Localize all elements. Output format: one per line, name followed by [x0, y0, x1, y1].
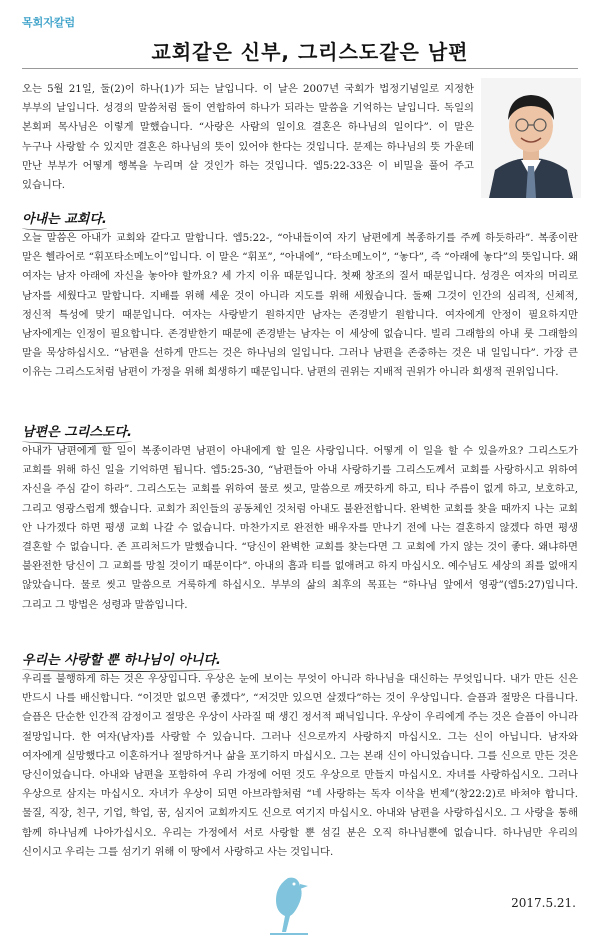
section-wife: [22, 208, 578, 383]
section-body: 오늘 말씀은 아내가 교회와 같다고 말합니다. 엡5:22-, “아내들이여 자기 남편에게 복종하기를 주께 하듯하라”. 복종이란 말은 헬라어로 “휘포타소메노이”입니다. 이 말은 “휘포”, “아내에”, “타소메노이”, “놓다”, 즉 “아래에 놓다”의 뜻입니다. 왜 여자는 남자 아래에 자신을 놓아야 할까요? 세 가지 이유 때문입니다. 첫째 창조의 질서 때문입니다. 성경은 여자의 머리로 남자를 세웠다고 말합니다. 지배를 위해 세운 것이 아니라 지도를 위해 세웠습니다. 둘째 그것이 인간의 심리적, 신체적, 정신적 특성에 맞기 때문입니다. 여자는 사랑받기 원하지만 남자는 존경받기 원합니다. 여자에게 안정이 필요하지만 남자에게는 인정이 필요합니다. 존경받한기 때문에 존경받는 남자는 이 세상에 없습니다. 빌리 그래함의 아내 룻 그래함의 말을 묵상하십시오. “남편을 선하게 만드는 것은 하나님의 일입니다. 그러나 남편을 존중하는 것은 내 일입니다”. 가장 큰 이유는 그리스도처럼 남편이 가정을 위해 희생하기 때문입니다. 남편의 권위는 지배적 권위가 아니라 희생적 권위입니다.: [22, 232, 578, 379]
section-heading-text: 남편은 그리스도다.: [22, 425, 132, 440]
section-heading-text: 아내는 교회다.: [22, 212, 107, 227]
section-heading-text: 우리는 사랑할 뿐 하나님이 아니다.: [22, 653, 221, 668]
bird-icon: [264, 872, 314, 938]
section-heading: [22, 421, 132, 440]
publish-date: 2017.5.21.: [511, 896, 576, 910]
heading-underline: [22, 438, 132, 444]
heading-underline: [22, 666, 221, 672]
section-heading: [22, 649, 221, 668]
section-idolatry: [22, 649, 578, 862]
section-body: 우리를 불행하게 하는 것은 우상입니다. 우상은 눈에 보이는 무엇이 아니라 하나님을 대신하는 무엇입니다. 내가 만든 신은 반드시 나를 배신합니다. “이것만 없으면 좋겠다”, “저것만 있으면 살겠다”하는 것이 우상입니다. 슬픔과 절망은 다릅니다. 슬픔은 단순한 인간적 감정이고 절망은 우상이 사라질 때 생긴 정서적 패닉입니다. 우상이 우리에게 주는 것은 슬픔이 아니라 절망입니다. 한 여자(남자)를 사랑할 수 있습니다. 그러나 신으로까지 사랑하지 마십시오. 그는 신이 아닙니다. 남자와 여자에게 실망했다고 이혼하거나 절망하거나 삶을 포기하지 마십시오. 그는 본래 신이 아니었습니다. 그를 신으로 만든 것은 당신이었습니다. 아내와 남편을 포함하여 우리 가정에 어떤 것도 우상으로 만들지 마십시오. 자녀를 사랑하십시오. 그러나 우상으로 삼지는 마십시오. 자녀가 우상이 되면 아브라함처럼 “네 사랑하는 독자 이삭을 번제”(창22:2)로 바쳐야 합니다. 물질, 직장, 친구, 기업, 학업, 꿈, 심지어 교회까지도 신으로 여기지 마십시오. 아내와 남편을 사랑하십시오. 그 사랑을 통해 함께 하나님께 나아가십시오. 우리는 가정에서 서로 사랑할 뿐 섬길 분은 오직 하나님뿐에 없습니다. 하나님만 우리의 신이시고 우리는 그를 섬기기 위해 이 땅에서 사랑하고 사는 것입니다.: [22, 673, 578, 858]
heading-underline: [22, 225, 107, 231]
column-tag: 목회자칼럼: [22, 16, 76, 29]
title-divider: [22, 68, 578, 69]
pastor-photo: [481, 78, 581, 198]
intro-text: 오는 5월 21일, 둘(2)이 하나(1)가 되는 날입니다. 이 날은 2007년 국회가 법정기념일로 지정한 부부의 날입니다. 성경의 말씀처럼 둘이 연합하여 하나가 되라는 말씀을 기억하는 날입니다. 독일의 본회퍼 목사님은 이렇게 말했습니다. “사랑은 사람의 일이요 결혼은 하나님의 일이다”. 이 말은 누구나 사랑할 수 있지만 결혼은 하나님의 뜻이 있어야 한다는 것입니다. 문제는 하나님의 뜻 가운데 만난 부부가 어떻게 행복을 누리며 살 것인가 하는 것입니다. 엡5:22-33은 이 비밀을 풀어 주고 있습니다.: [22, 83, 474, 192]
intro-paragraph: [22, 80, 474, 195]
section-heading: [22, 208, 107, 227]
page-title: 교회같은 신부, 그리스도같은 남편: [151, 40, 469, 64]
section-body: 아내가 남편에게 할 일이 복종이라면 남편이 아내에게 할 일은 사랑입니다. 어떻게 이 일을 할 수 있을까요? 그리스도가 교회를 위해 하신 일을 기억하면 됩니다. 엡5:25-30, “남편들아 아내 사랑하기를 그리스도께서 교회를 사랑하시고 위하여 자신을 주심 같이 하라”. 그리스도는 교회를 위하여 물로 씻고, 말씀으로 깨끗하게 하고, 티나 주름이 없게 하고, 보호하고, 그리고 영광스럽게 했습니다. 교회가 죄인들의 공동체인 것처럼 아내도 불완전합니다. 완벽한 교회를 찾을 때까지 나는 교회 안 나가겠다 하면 평생 교회 나갈 수 없습니다. 마찬가지로 완전한 배우자를 만나기 전에 나는 결혼하지 않겠다 하면 평생 결혼할 수 없습니다. 존 프리처드가 말했습니다. “당신이 완벽한 교회를 찾는다면 그 교회에 가지 않는 것이 좋다. 왜냐하면 불완전한 당신이 그 교회를 망칠 것이기 때문이다”. 아내의 흠과 티를 없애려고 하지 마십시오. 예수님도 세상의 죄를 없애지 않았습니다. 물로 씻고 말씀으로 거룩하게 하십시오. 부부의 삶의 최후의 목표는 “하나님 앞에서 영광”(엡5:27)입니다. 그리고 그 방법은 성령과 말씀입니다.: [22, 445, 578, 611]
section-husband: [22, 421, 578, 615]
